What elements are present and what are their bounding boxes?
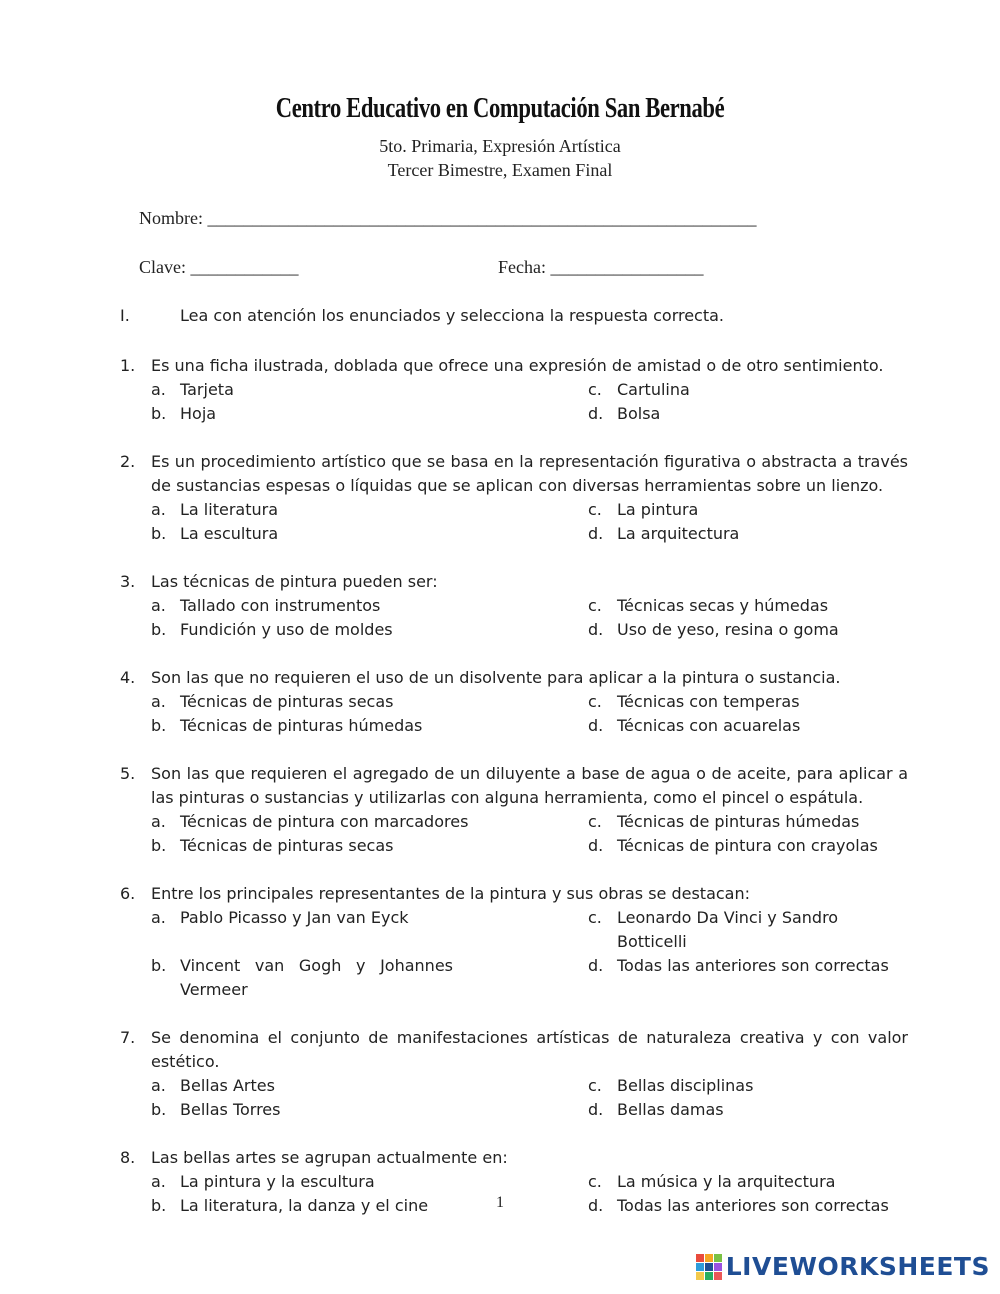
option-text: La literatura, la danza y el cine <box>180 1196 429 1215</box>
logo-square <box>696 1272 704 1280</box>
option-letter: b. <box>151 836 167 855</box>
option-text: Técnicas de pinturas húmedas <box>617 812 860 831</box>
option-b[interactable] <box>151 954 588 1002</box>
option-letter: a. <box>151 692 166 711</box>
option-letter: d. <box>588 1100 604 1119</box>
logo-square <box>696 1263 704 1271</box>
option-letter: c. <box>588 908 602 927</box>
question-7 <box>120 1026 908 1122</box>
option-b[interactable] <box>151 1098 588 1122</box>
option-text: Bellas disciplinas <box>617 1076 754 1095</box>
option-letter: b. <box>151 524 167 543</box>
option-text: Técnicas con acuarelas <box>617 716 801 735</box>
option-text: Todas las anteriores son correctas <box>617 1196 889 1215</box>
option-d[interactable] <box>588 834 908 858</box>
option-letter: d. <box>588 524 604 543</box>
option-text: Bellas Torres <box>180 1100 281 1119</box>
name-field[interactable]: Nombre: _____________________________________________________________ <box>139 208 757 228</box>
option-letter: a. <box>151 500 166 519</box>
option-letter: b. <box>151 716 167 735</box>
option-text: Tarjeta <box>180 380 234 399</box>
option-text: La arquitectura <box>617 524 740 543</box>
question-3 <box>120 570 908 642</box>
option-d[interactable] <box>588 402 908 426</box>
question-number: 6. <box>120 884 136 903</box>
question-5 <box>120 762 908 858</box>
question-text: Es un procedimiento artístico que se basa en la representación figurativa o abstracta a través de sustancias espesas o líquidas que se aplican con diversas herramientas sobre un lienzo. <box>151 452 908 495</box>
question-number: 7. <box>120 1028 136 1047</box>
option-b[interactable] <box>151 402 588 426</box>
question-2 <box>120 450 908 546</box>
page-title: Centro Educativo en Computación San Bernabé <box>275 92 725 124</box>
question-1 <box>120 354 908 426</box>
logo-square <box>705 1254 713 1262</box>
option-letter: b. <box>151 1196 167 1215</box>
option-letter: d. <box>588 836 604 855</box>
option-d[interactable] <box>588 1098 908 1122</box>
option-text: La pintura y la escultura <box>180 1172 375 1191</box>
option-text: Técnicas secas y húmedas <box>617 596 829 615</box>
option-a[interactable] <box>151 594 588 618</box>
option-letter: a. <box>151 908 166 927</box>
option-text: Técnicas de pinturas húmedas <box>180 716 423 735</box>
question-number: 8. <box>120 1148 136 1167</box>
option-c[interactable] <box>588 1170 908 1194</box>
option-letter: c. <box>588 1076 602 1095</box>
option-text: La pintura <box>617 500 699 519</box>
option-a[interactable] <box>151 690 588 714</box>
question-number: 1. <box>120 356 136 375</box>
option-text: Bolsa <box>617 404 661 423</box>
option-letter: b. <box>151 956 167 975</box>
question-text: Las técnicas de pintura pueden ser: <box>151 572 438 591</box>
option-letter: c. <box>588 500 602 519</box>
option-text: La literatura <box>180 500 278 519</box>
option-text: Bellas damas <box>617 1100 724 1119</box>
option-letter: b. <box>151 404 167 423</box>
instruction <box>120 306 900 325</box>
instruction-text: Lea con atención los enunciados y selecciona la respuesta correcta. <box>180 306 725 325</box>
option-d[interactable] <box>588 522 908 546</box>
option-c[interactable] <box>588 810 908 834</box>
option-b[interactable] <box>151 834 588 858</box>
option-letter: d. <box>588 716 604 735</box>
question-number: 3. <box>120 572 136 591</box>
question-4 <box>120 666 908 738</box>
option-c[interactable] <box>588 1074 908 1098</box>
option-letter: a. <box>151 596 166 615</box>
liveworksheets-logo-icon <box>696 1254 722 1280</box>
option-letter: d. <box>588 620 604 639</box>
instruction-numeral: I. <box>120 306 130 325</box>
option-letter: c. <box>588 1172 602 1191</box>
date-field[interactable]: Fecha: _________________ <box>498 257 704 277</box>
question-text: Se denomina el conjunto de manifestaciones artísticas de naturaleza creativa y con valor estético. <box>151 1028 908 1071</box>
option-text: Uso de yeso, resina o goma <box>617 620 839 639</box>
option-letter: a. <box>151 380 166 399</box>
option-a[interactable] <box>151 906 588 954</box>
brand-name: LIVEWORKSHEETS <box>725 1252 990 1281</box>
option-text: Bellas Artes <box>180 1076 275 1095</box>
option-text: Técnicas de pinturas secas <box>180 836 394 855</box>
question-text: Las bellas artes se agrupan actualmente en: <box>151 1148 508 1167</box>
question-number: 4. <box>120 668 136 687</box>
question-text: Son las que requieren el agregado de un diluyente a base de agua o de aceite, para aplicar a las pinturas o sustancias y utilizarlas con alguna herramienta, como el pincel o espátula. <box>151 764 908 807</box>
option-d[interactable] <box>588 714 908 738</box>
option-letter: a. <box>151 1172 166 1191</box>
page-number: 1 <box>496 1194 504 1211</box>
question-list <box>120 354 908 1242</box>
question-text: Son las que no requieren el uso de un disolvente para aplicar a la pintura o sustancia. <box>151 668 841 687</box>
question-6 <box>120 882 908 1002</box>
logo-square <box>696 1254 704 1262</box>
option-c[interactable] <box>588 498 908 522</box>
option-a[interactable] <box>151 1074 588 1098</box>
option-a[interactable] <box>151 1170 588 1194</box>
option-letter: d. <box>588 1196 604 1215</box>
option-text: Técnicas de pintura con crayolas <box>617 836 878 855</box>
option-c[interactable] <box>588 378 908 402</box>
option-a[interactable] <box>151 498 588 522</box>
option-d[interactable] <box>588 618 908 642</box>
option-text: La escultura <box>180 524 279 543</box>
option-text: Pablo Picasso y Jan van Eyck <box>180 908 409 927</box>
question-text: Entre los principales representantes de la pintura y sus obras se destacan: <box>151 884 751 903</box>
option-letter: c. <box>588 812 602 831</box>
subtitle-exam: Tercer Bimestre, Examen Final <box>387 160 613 180</box>
option-letter: d. <box>588 404 604 423</box>
question-number: 5. <box>120 764 136 783</box>
option-b[interactable] <box>151 522 588 546</box>
logo-square <box>714 1263 722 1271</box>
option-text: Cartulina <box>617 380 690 399</box>
logo-square <box>714 1272 722 1280</box>
logo-square <box>714 1254 722 1262</box>
logo-square <box>705 1272 713 1280</box>
option-letter: b. <box>151 620 167 639</box>
option-a[interactable] <box>151 378 588 402</box>
option-letter: a. <box>151 1076 166 1095</box>
option-text: La música y la arquitectura <box>617 1172 836 1191</box>
question-number: 2. <box>120 452 136 471</box>
subtitle-grade: 5to. Primaria, Expresión Artística <box>379 136 621 156</box>
option-text: Técnicas de pintura con marcadores <box>180 812 469 831</box>
option-b[interactable] <box>151 714 588 738</box>
option-text: Todas las anteriores son correctas <box>617 956 889 975</box>
option-letter: a. <box>151 812 166 831</box>
option-letter: c. <box>588 692 602 711</box>
option-text: Fundición y uso de moldes <box>180 620 393 639</box>
option-letter: d. <box>588 956 604 975</box>
clave-field[interactable]: Clave: ____________ <box>139 257 299 277</box>
option-a[interactable] <box>151 810 588 834</box>
option-b[interactable] <box>151 618 588 642</box>
option-letter: b. <box>151 1100 167 1119</box>
option-text: Técnicas con temperas <box>617 692 800 711</box>
option-text: Vincent van Gogh y Johannes Vermeer <box>180 956 453 999</box>
option-c[interactable] <box>588 690 908 714</box>
option-d[interactable] <box>588 954 908 1002</box>
option-letter: c. <box>588 380 602 399</box>
option-text: Leonardo Da Vinci y Sandro Botticelli <box>617 908 839 951</box>
option-letter: c. <box>588 596 602 615</box>
option-text: Técnicas de pinturas secas <box>180 692 394 711</box>
question-text: Es una ficha ilustrada, doblada que ofrece una expresión de amistad o de otro sentimiento. <box>151 356 884 375</box>
option-text: Hoja <box>180 404 217 423</box>
logo-square <box>705 1263 713 1271</box>
liveworksheets-logo[interactable] <box>696 1252 990 1281</box>
option-c[interactable] <box>588 906 908 954</box>
option-text: Tallado con instrumentos <box>180 596 381 615</box>
option-c[interactable] <box>588 594 908 618</box>
